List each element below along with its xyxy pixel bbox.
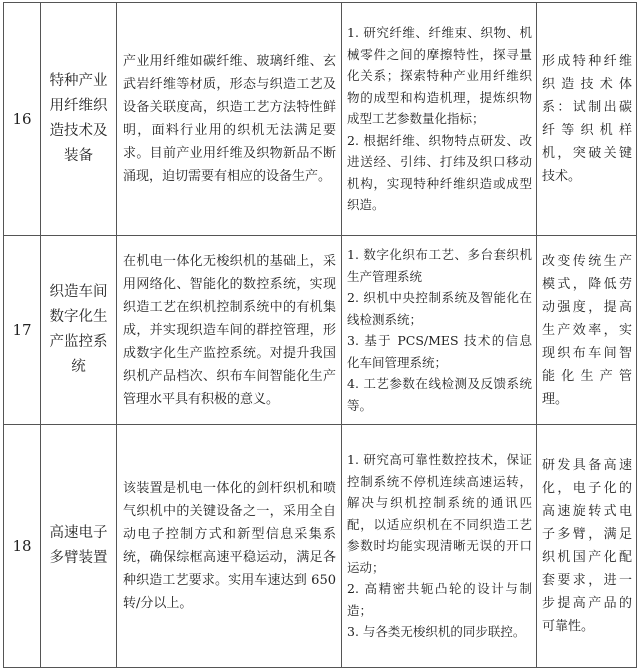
project-description: 在机电一体化无梭织机的基础上，采用网络化、智能化的数控系统，实现织造工艺在织机控制系统中的有机集成，并实现织造车间的群控管理，形成数字化生产监控系统。对提升我国织机产品档次、织布车间智能化生产管理水平具有积极的意义。 (117, 236, 342, 425)
project-description: 产业用纤维如碳纤维、玻璃纤维、玄武岩纤维等材质，形态与织造工艺及设备关联度高，织造工艺方法特性鲜明，面料行业用的织机无法满足要求。目前产业用纤维及织物新品不断涌现，迫切需要有相应的设备生产。 (117, 3, 342, 236)
project-goal: 研发具备高速化，电子化的高速旋转式电子多臂，满足织机国产化配套要求，进一步提高产品的可靠性。 (537, 425, 637, 668)
task-item: 1. 研究纤维、纤维束、织物、机械零件之间的摩擦特性，探寻量化关系；探索特种产业用纤维织物的成型和构造机理，提炼织物成型工艺参数量化指标； (347, 25, 532, 127)
task-item: 4. 工艺参数在线检测及反馈系统等。 (347, 376, 532, 413)
task-item: 3. 基于 PCS/MES 技术的信息化车间管理系统； (347, 333, 532, 370)
task-item: 1. 数字化织布工艺、多台套织机生产管理系统 (347, 247, 532, 284)
row-number: 16 (4, 3, 41, 236)
key-tasks (342, 425, 537, 668)
equipment-project-table (3, 2, 637, 668)
row-number: 18 (4, 425, 41, 668)
task-item: 2. 织机中央控制系统及智能化在线检测系统； (347, 290, 532, 327)
task-item: 2. 根据纤维、织物特点研发、改进送经、引纬、打纬及织口移动机构，实现特种纤维织造或成型织造。 (347, 132, 532, 213)
project-name: 织造车间数字化生产监控系统 (41, 236, 117, 425)
project-description: 该装置是机电一体化的剑杆织机和喷气织机中的关键设备之一，采用全自动电子控制方式和新型信息采集系统，确保综框高速平稳运动，满足各种织造工艺要求。实用车速达到 650 转/分以上。 (117, 425, 342, 668)
project-name: 高速电子多臂装置 (41, 425, 117, 668)
table-row (4, 425, 637, 668)
table-row (4, 3, 637, 236)
row-number: 17 (4, 236, 41, 425)
task-item: 2. 高精密共轭凸轮的设计与制造； (347, 581, 532, 618)
task-item: 3. 与各类无梭织机的同步联控。 (347, 624, 526, 640)
key-tasks (342, 236, 537, 425)
table-row (4, 236, 637, 425)
task-item: 1. 研究高可靠性数控技术，保证控制系统不停机连续高速运转，解决与织机控制系统的通讯匹配，以适应织机在不同织造工艺参数时均能实现清晰无误的开口运动； (347, 452, 532, 575)
project-name: 特种产业用纤维织造技术及装备 (41, 3, 117, 236)
key-tasks (342, 3, 537, 236)
project-goal: 改变传统生产模式，降低劳动强度，提高生产效率，实现织布车间智能化生产管理。 (537, 236, 637, 425)
project-goal: 形成特种纤维织造技术体系：试制出碳纤等织机样机，突破关键技术。 (537, 3, 637, 236)
